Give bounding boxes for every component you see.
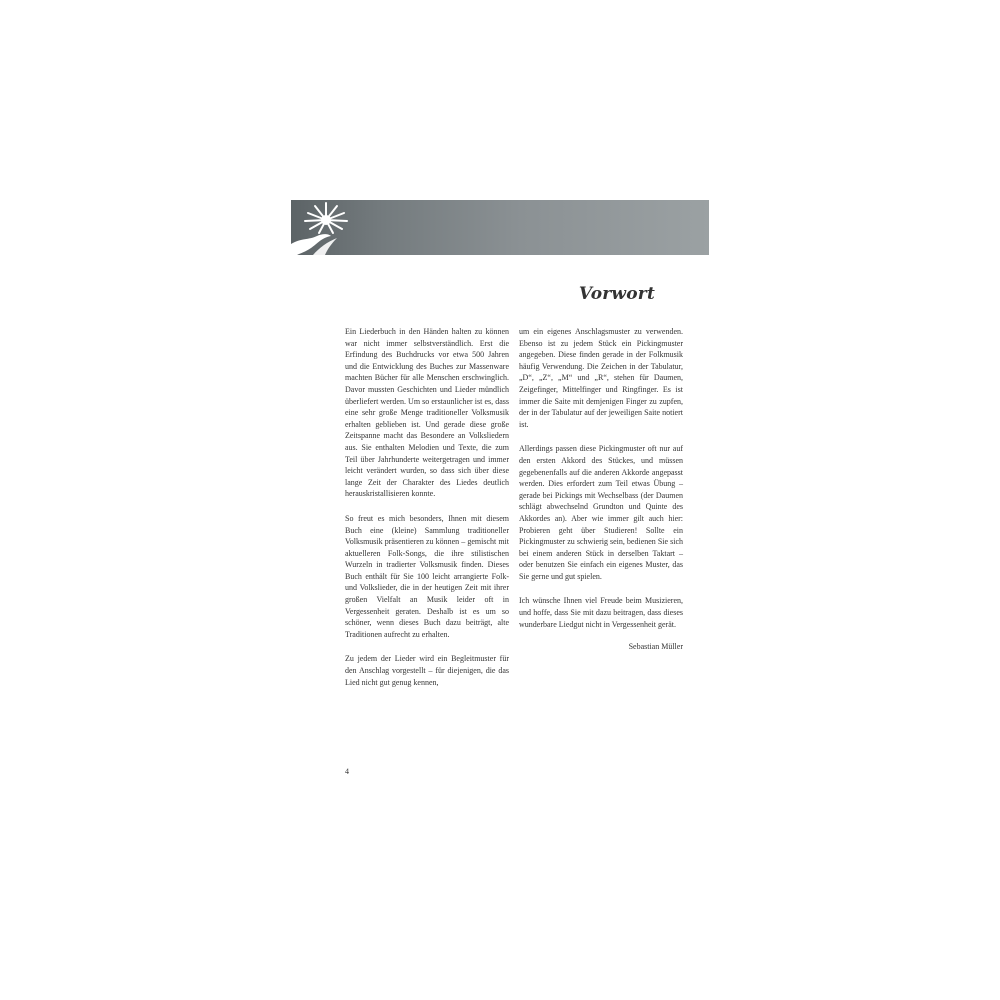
paragraph: um ein eigenes Anschlagsmuster zu verwenden. Ebenso ist zu jedem Stück ein Pickingmuster angegeben. Diese finden gerade in der Folkmusik häufig Verwendung. Die Zeichen in der Tabulatur, „D“, „Z“, „M“ und „R“, stehen für Daumen, Zeigefinger, Mittelfinger und Ringfinger. Es ist immer die Saite mit demjenigen Finger zu zupfen, der in der Tabulatur auf der jeweiligen Saite notiert ist.: [519, 327, 683, 429]
page-number: 4: [345, 767, 349, 776]
page-title: Vorwort: [578, 284, 655, 304]
paragraph: Ein Liederbuch in den Händen halten zu können war nicht immer selbstverständlich. Erst die Erfindung des Buchdrucks vor etwa 500 Jahren und die Entwicklung des Buches zur Massenware machten Bücher für alle Menschen erschwinglich. Davor mussten Geschichten und Lieder mündlich überliefert werden. Um so erstaunlicher ist es, dass eine sehr große Menge traditioneller Volksmusik erhalten geblieben ist. Und gerade diese große Zeitspanne macht das Besondere an Volksliedern aus. Sie enthalten Melodien und Texte, die zum Teil über Jahrhunderte weitergetragen und immer leicht verändert wurden, so dass sich über diese lange Zeit der Charakter des Liedes deutlich herauskristallisieren konnte.: [345, 327, 509, 499]
paragraph: Allerdings passen diese Pickingmuster oft nur auf den ersten Akkord des Stückes, und müssen gegebenenfalls auf die anderen Akkorde angepasst werden. Dies erfordert zum Teil etwas Übung – gerade bei Pickings mit Wechselbass (der Daumen schlägt abwechselnd Grundton und Quinte des Akkordes an). Aber wie immer gilt auch hier: Probieren geht über Studieren! Sollte ein Pickingmuster zu schwierig sein, bedienen Sie sich bei einem anderen Stück in derselben Taktart – oder benutzen Sie einfach ein eigenes Muster, das Sie gerne und gut spielen.: [519, 444, 683, 581]
sun-river-logo-icon: [291, 200, 371, 255]
paragraph: Ich wünsche Ihnen viel Freude beim Musizieren, und hoffe, dass Sie mit dazu beitragen, dass dieses wunderbare Liedgut nicht in Vergessenheit gerät.: [519, 596, 683, 629]
header-banner: [291, 200, 709, 255]
text-column-left: [345, 326, 509, 688]
text-column-right: [519, 326, 683, 666]
paragraph: So freut es mich besonders, Ihnen mit diesem Buch eine (kleine) Sammlung traditioneller Volksmusik präsentieren zu können – gemischt mit aktuelleren Folk-Songs, die ihre stilistischen Wurzeln in tradierter Volksmusik finden. Dieses Buch enthält für Sie 100 leicht arrangierte Folk- und Volkslieder, die in der heutigen Zeit mit ihrer großen Vielfalt an Musik leider oft in Vergessenheit geraten. Deshalb ist es um so schöner, wenn dieses Buch dazu beiträgt, alte Traditionen aufrecht zu erhalten.: [345, 513, 509, 639]
paragraph: Zu jedem der Lieder wird ein Begleitmuster für den Anschlag vorgestellt – für diejenigen, die das Lied nicht gut genug kennen,: [345, 654, 509, 687]
author-signature: Sebastian Müller: [628, 642, 683, 652]
